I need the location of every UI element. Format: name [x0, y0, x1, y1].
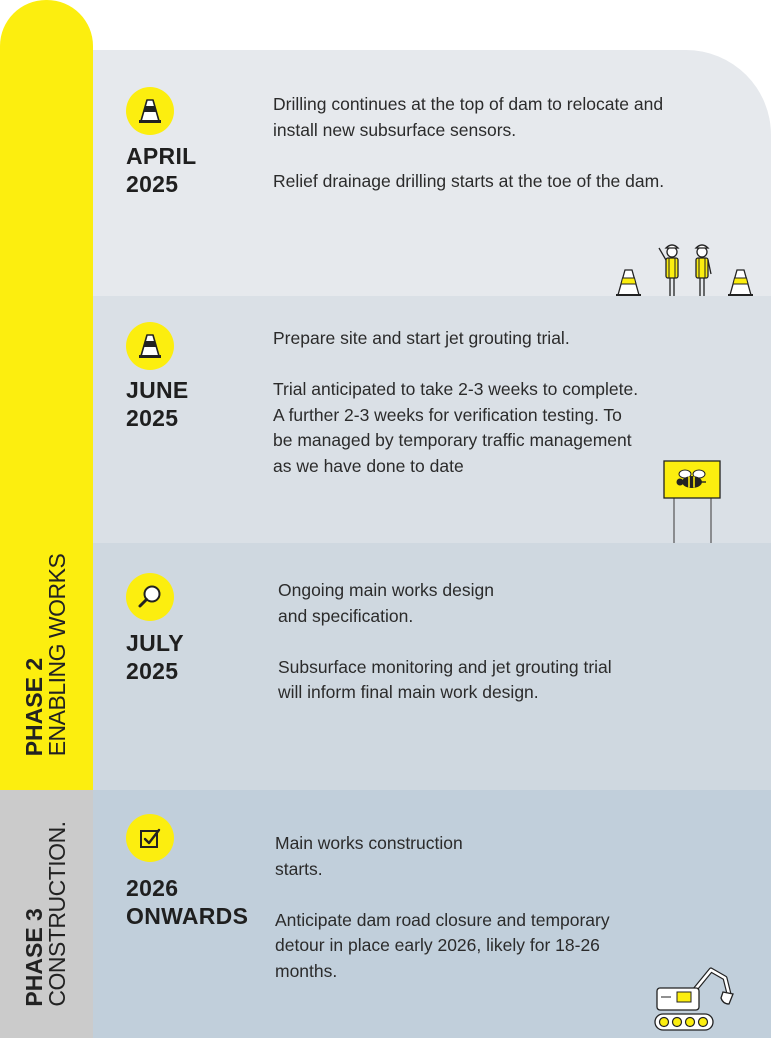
entry-date: JUNE 2025 [126, 377, 189, 431]
entry-date: 2026 ONWARDS [126, 875, 249, 929]
phase-2-label [23, 554, 69, 757]
timeline-entry-2026-onwards [93, 790, 771, 1038]
phase-number: PHASE 3 [21, 908, 47, 1007]
phase-3-label [23, 821, 69, 1006]
phase-number: PHASE 2 [21, 657, 47, 757]
traffic-cone-icon [126, 322, 174, 370]
entry-description: Drilling continues at the top of dam to relocate and install new subsurface sensors. Relief drainage drilling starts at the toe of the dam. [273, 94, 665, 191]
entry-date: APRIL 2025 [126, 143, 197, 197]
phase-3-bar [0, 790, 93, 1038]
entry-date: JULY 2025 [126, 630, 184, 684]
bee-sign-illustration [663, 460, 723, 543]
traffic-cone-icon [126, 87, 174, 135]
magnifier-icon [126, 573, 174, 621]
entry-description: Prepare site and start jet grouting trial. Trial anticipated to take 2-3 weeks to complete. A further 2-3 weeks for verification testing. To be managed by temporary traffic management as we have done to date [273, 328, 639, 476]
timeline-entry-june-2025 [93, 296, 771, 543]
entry-description: Ongoing main works design and specification. Subsurface monitoring and jet grouting trial will inform final main work design. [278, 580, 612, 702]
checkbox-icon [126, 814, 174, 862]
excavator-illustration [653, 964, 735, 1036]
phase-name: CONSTRUCTION. [44, 821, 70, 1007]
phase-2-bar [0, 0, 93, 790]
timeline-entry-april-2025 [93, 50, 771, 296]
entry-description: Main works construction starts. Anticipate dam road closure and temporary detour in place early 2026, likely for 18-26 months. [275, 833, 610, 981]
phase-name: ENABLING WORKS [44, 553, 70, 757]
timeline-entry-july-2025 [93, 543, 771, 790]
workers-illustration [615, 240, 755, 298]
